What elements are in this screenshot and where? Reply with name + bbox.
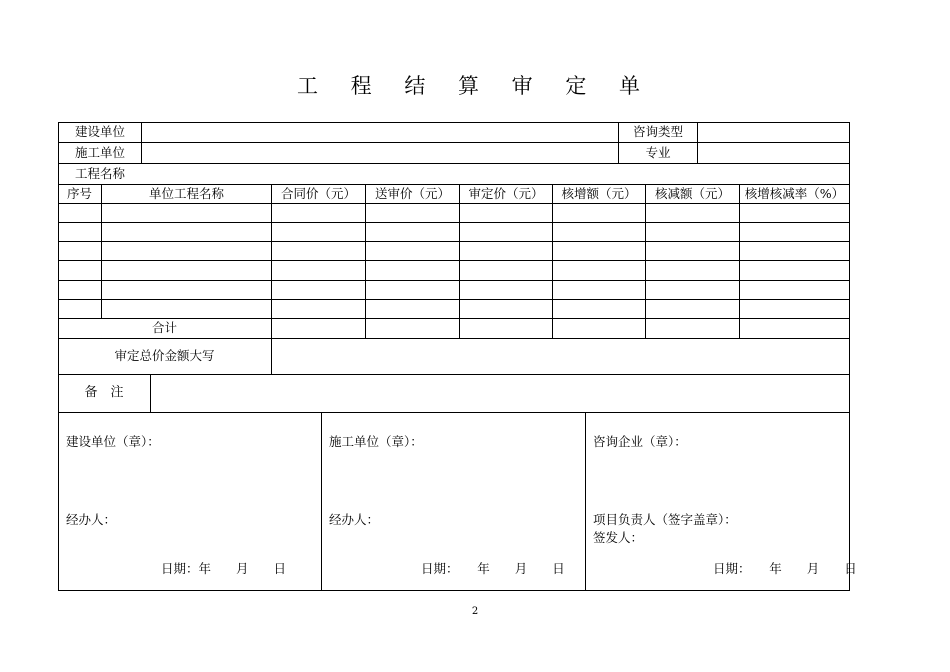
table-row[interactable] [59,300,849,318]
contractor-unit-field[interactable] [142,143,618,163]
specialty-field[interactable] [698,143,849,163]
project-name-label: 工程名称 [74,166,125,181]
column-header: 序号 [66,186,92,201]
column-header: 单位工程名称 [148,186,224,201]
construction-handler-label: 经办人： [66,512,117,527]
specialty-label: 专业 [645,145,671,160]
project-manager-label: 项目负责人（签字盖章）： [593,512,737,527]
document-title: 工 程 结 算 审 定 单 [296,74,654,98]
total-label: 合计 [151,320,177,335]
table-row[interactable] [59,204,849,222]
amount-in-words-label: 审定总价金额大写 [114,348,215,363]
amount-in-words-field[interactable] [272,339,849,374]
table-row[interactable] [59,223,849,241]
contractor-unit-label: 施工单位 [74,145,125,160]
column-header: 合同价（元） [280,186,356,201]
table-row[interactable] [59,242,849,260]
construction-unit-label: 建设单位 [74,124,125,139]
consulting-type-field[interactable] [698,123,849,142]
consulting-seal-label: 咨询企业（章）： [593,434,687,449]
project-name-field[interactable] [142,164,849,184]
contractor-seal-label: 施工单位（章）： [329,434,423,449]
table-row[interactable] [59,281,849,299]
column-header: 核增核减率（%） [744,186,845,201]
construction-unit-field[interactable] [142,123,618,142]
column-header: 审定价（元） [468,186,544,201]
issuer-label: 签发人： [593,530,644,545]
construction-seal-label: 建设单位（章）： [66,434,160,449]
column-header: 核增额（元） [561,186,637,201]
construction-date-label: 日期：年 月 日 [161,561,287,576]
consulting-type-label: 咨询类型 [632,124,683,139]
table-row[interactable] [59,261,849,280]
remarks-label: 备 注 [84,385,124,400]
consulting-date-label: 日期： 年 月 日 [713,561,857,576]
page-number: 2 [471,606,479,617]
contractor-handler-label: 经办人： [329,512,380,527]
column-header: 送审价（元） [374,186,450,201]
contractor-date-label: 日期： 年 月 日 [421,561,565,576]
column-header: 核减额（元） [654,186,730,201]
remarks-field[interactable] [151,375,849,412]
